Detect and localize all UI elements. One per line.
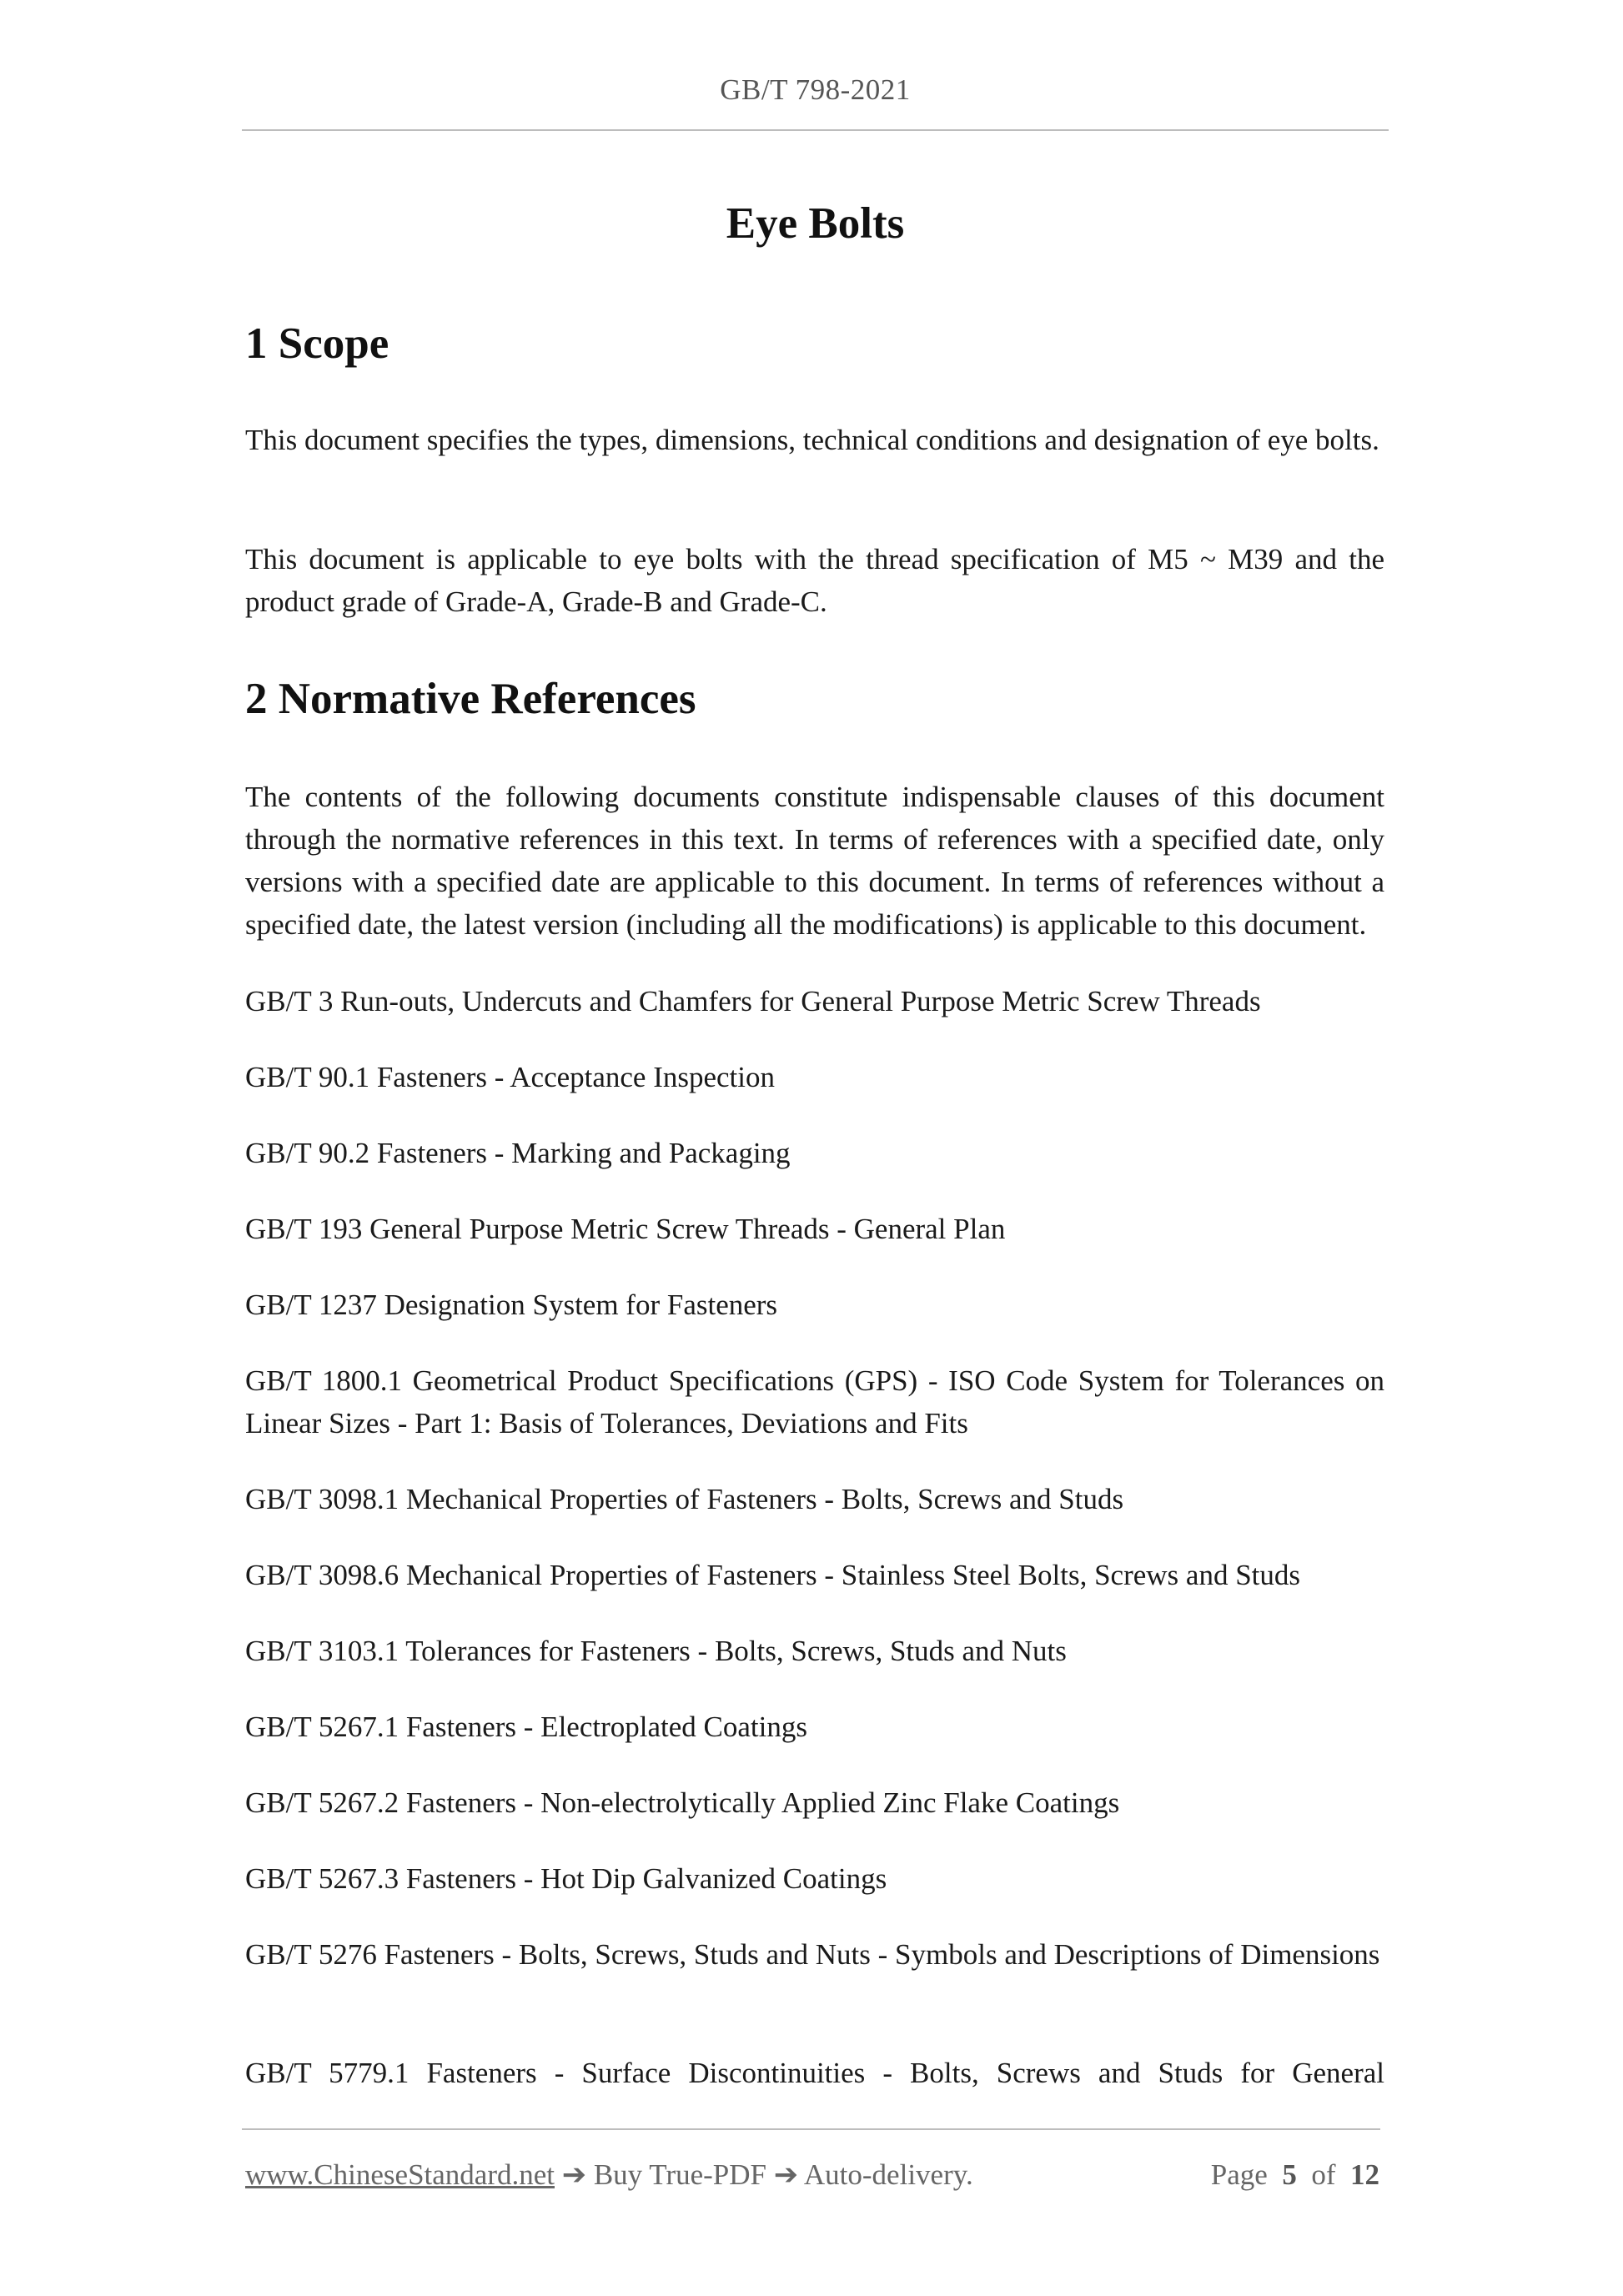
arrow-right-icon: ➔ bbox=[561, 2158, 587, 2191]
reference-item: GB/T 5779.1 Fasteners - Surface Discontinuities - Bolts, Screws and Studs for General bbox=[245, 2057, 1384, 2089]
footer-promo bbox=[245, 2154, 973, 2196]
header-divider bbox=[242, 129, 1389, 131]
auto-delivery-text: Auto-delivery. bbox=[803, 2158, 973, 2191]
running-header-standard-code: GB/T 798-2021 bbox=[720, 73, 911, 106]
reference-item: GB/T 3 Run-outs, Undercuts and Chamfers for General Purpose Metric Screw Threads bbox=[245, 985, 1261, 1017]
document-title: Eye Bolts bbox=[726, 199, 905, 248]
reference-item: GB/T 193 General Purpose Metric Screw Threads - General Plan bbox=[245, 1213, 1006, 1245]
section-heading-scope: 1 Scope bbox=[245, 319, 389, 368]
arrow-right-icon: ➔ bbox=[773, 2158, 799, 2191]
buy-true-pdf-text: Buy True-PDF bbox=[593, 2158, 766, 2191]
chinesestandard-link[interactable]: www.ChineseStandard.net bbox=[245, 2158, 555, 2191]
page-number bbox=[1211, 2154, 1379, 2196]
scope-paragraph-1: This document specifies the types, dimensions, technical conditions and designation of eye bolts. bbox=[245, 424, 1379, 456]
scope-paragraph-2: This document is applicable to eye bolts with the thread specification of M5 ~ M39 and the product grade of Grade-A, Grade-B and Grade-C. bbox=[245, 543, 1384, 618]
reference-item: GB/T 3098.1 Mechanical Properties of Fasteners - Bolts, Screws and Studs bbox=[245, 1483, 1124, 1515]
reference-item: GB/T 5267.3 Fasteners - Hot Dip Galvanized Coatings bbox=[245, 1862, 887, 1895]
reference-item: GB/T 5267.1 Fasteners - Electroplated Coatings bbox=[245, 1711, 807, 1743]
reference-item: GB/T 1237 Designation System for Fasteners bbox=[245, 1289, 778, 1321]
reference-item: GB/T 3098.6 Mechanical Properties of Fasteners - Stainless Steel Bolts, Screws and Studs bbox=[245, 1559, 1301, 1591]
reference-item: GB/T 1800.1 Geometrical Product Specifications (GPS) - ISO Code System for Tolerances on Linear Sizes - Part 1: Basis of Tolerances, Deviations and Fits bbox=[245, 1364, 1384, 1439]
reference-item: GB/T 90.1 Fasteners - Acceptance Inspection bbox=[245, 1061, 776, 1093]
footer-divider bbox=[242, 2128, 1380, 2130]
page-of-label: of bbox=[1311, 2158, 1336, 2191]
reference-item: GB/T 90.2 Fasteners - Marking and Packaging bbox=[245, 1137, 791, 1169]
section-heading-normative-references: 2 Normative References bbox=[245, 675, 696, 723]
normative-references-intro: The contents of the following documents constitute indispensable clauses of this document through the normative references in this text. In terms of references with a specified date, only versions with a specified date are applicable to this document. In terms of references without a specified date, the latest version (including all the modifications) is applicable to this document. bbox=[245, 781, 1384, 941]
page-label: Page bbox=[1210, 2158, 1268, 2191]
page-current: 5 bbox=[1282, 2158, 1297, 2191]
page-total: 12 bbox=[1350, 2158, 1379, 2191]
reference-item: GB/T 5267.2 Fasteners - Non-electrolytically Applied Zinc Flake Coatings bbox=[245, 1786, 1120, 1819]
reference-item: GB/T 3103.1 Tolerances for Fasteners - Bolts, Screws, Studs and Nuts bbox=[245, 1635, 1067, 1667]
reference-item: GB/T 5276 Fasteners - Bolts, Screws, Studs and Nuts - Symbols and Descriptions of Dimensions bbox=[245, 1938, 1380, 1971]
